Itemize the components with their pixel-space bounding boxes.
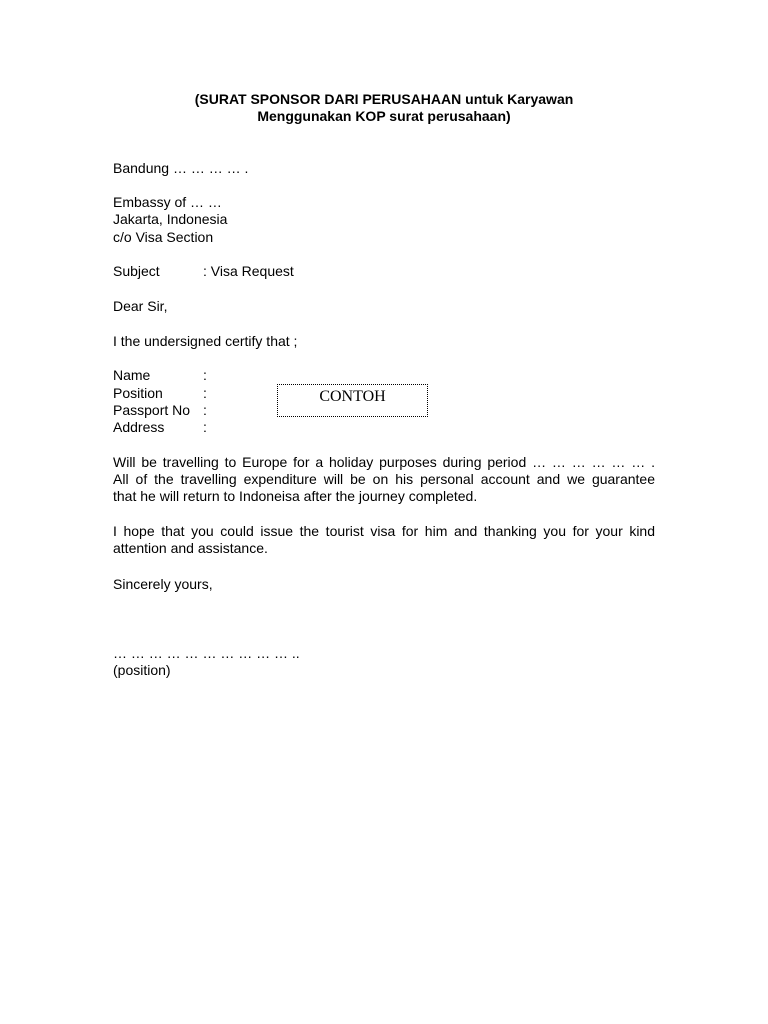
paragraph-travel-line-3: that he will return to Indoneisa after the journey completed.: [113, 488, 478, 504]
certify-statement: I the undersigned certify that ;: [113, 333, 298, 349]
field-colon-position: :: [203, 385, 207, 401]
field-label-address: Address: [113, 419, 165, 435]
signature-position: (position): [113, 662, 171, 678]
paragraph-request: [113, 523, 655, 557]
letter-title: [0, 91, 768, 125]
sample-stamp: CONTOH: [277, 384, 428, 417]
field-row-passport: [113, 402, 207, 419]
recipient-line-3: c/o Visa Section: [113, 229, 214, 245]
recipient-line-1: Embassy of … …: [113, 194, 222, 210]
field-row-position: [113, 385, 207, 402]
field-label-position: Position: [113, 385, 163, 401]
subject-label: Subject: [113, 263, 160, 279]
field-colon-passport: :: [203, 402, 207, 418]
subject-value: : Visa Request: [203, 263, 294, 279]
paragraph-request-line-2: attention and assistance.: [113, 540, 268, 556]
field-colon-address: :: [203, 419, 207, 435]
subject-row: [113, 263, 294, 280]
salutation: Dear Sir,: [113, 298, 168, 314]
paragraph-travel: [113, 454, 655, 505]
field-label-name: Name: [113, 367, 151, 383]
paragraph-request-line-1: I hope that you could issue the tourist visa for him and thanking you for your kind: [113, 523, 655, 539]
place-date: Bandung … … … … .: [113, 160, 249, 176]
field-label-passport: Passport No: [113, 402, 191, 418]
title-line-2: Menggunakan KOP surat perusahaan): [257, 108, 511, 124]
field-colon-name: :: [203, 367, 207, 383]
title-line-1: (SURAT SPONSOR DARI PERUSAHAAN untuk Karyawan: [194, 91, 574, 107]
recipient-line-2: Jakarta, Indonesia: [113, 211, 228, 227]
paragraph-travel-line-1: Will be travelling to Europe for a holiday purposes during period … … … … … … .: [113, 454, 655, 470]
paragraph-travel-line-2: All of the travelling expenditure will be on his personal account and we guarantee: [113, 471, 655, 487]
signature-line: … … … … … … … … … … ..: [113, 645, 300, 661]
closing: Sincerely yours,: [113, 576, 213, 592]
field-row-address: [113, 419, 207, 436]
field-row-name: [113, 367, 207, 384]
